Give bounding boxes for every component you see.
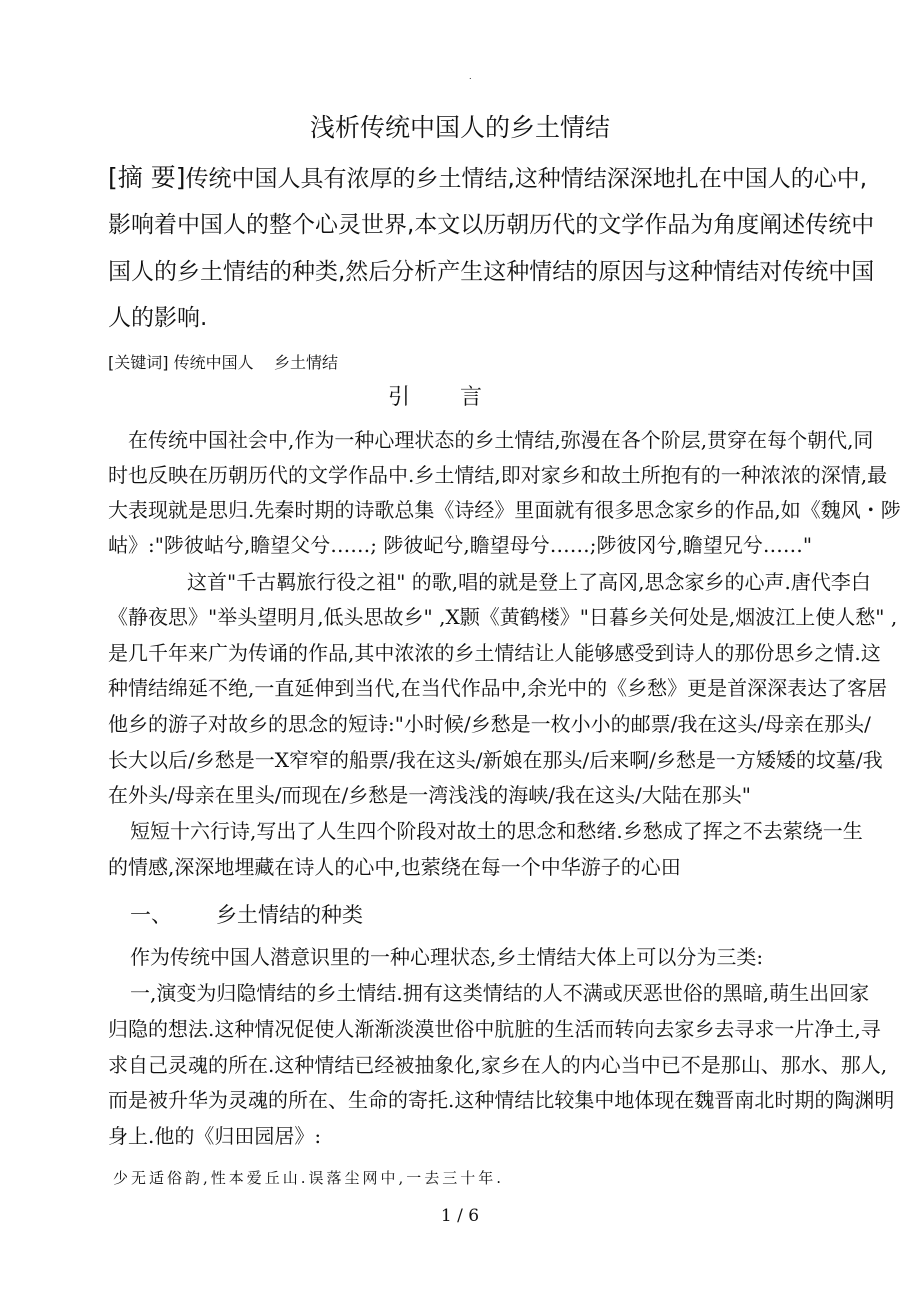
paragraph-line: 归隐的想法.这种情况促使人渐渐淡漠世俗中肮脏的生活而转向去家乡去寻求一片净土,寻 [108, 1017, 881, 1041]
abstract-line: 国人的乡土情结的种类,然后分析产生这种情结的原因与这种情结对传统中国 [108, 259, 875, 285]
poem-quote: 少无适俗韵,性本爱丘山.误落尘网中,一去三十年. [113, 1169, 505, 1187]
abstract-line [108, 163, 868, 194]
abstract-label: [摘 要] [108, 163, 186, 192]
paragraph-line: 岵》:"陟彼岵兮,瞻望父兮……; 陟彼屺兮,瞻望母兮……;陟彼冈兮,瞻望兄兮……" [108, 533, 813, 557]
section-title: 乡土情结的种类 [216, 903, 363, 927]
paragraph-line: 是几千年来广为传诵的作品,其中浓浓的乡土情结让人能够感受到诗人的那份思乡之情.这 [108, 641, 881, 665]
paragraph-line: 的情感,深深地埋藏在诗人的心中,也萦绕在每一个中华游子的心田 [108, 855, 681, 879]
paragraph-line: 大表现就是思归.先秦时期的诗歌总集《诗经》里面就有很多思念家乡的作品,如《魏风・陟 [108, 498, 901, 522]
paragraph-line: 长大以后/乡愁是一X窄窄的船票/我在这头/新娘在那头/后来啊/乡愁是一方矮矮的坟墓/我 [108, 748, 883, 772]
section-heading-intro: 引言 [387, 385, 532, 410]
keywords-value: 传统中国人 乡土情结 [173, 353, 338, 372]
header-mark: . [469, 72, 472, 81]
paragraph-line: 而是被升华为灵魂的所在、生命的寄托.这种情结比较集中地体现在魏晋南北时期的陶渊明 [108, 1088, 895, 1112]
paragraph-line: 种情结绵延不绝,一直延伸到当代,在当代作品中,余光中的《乡愁》更是首深深表达了客居 [108, 676, 888, 700]
abstract-line: 影响着中国人的整个心灵世界,本文以历朝历代的文学作品为角度阐述传统中 [108, 212, 875, 238]
paragraph-line: 短短十六行诗,写出了人生四个阶段对故土的思念和愁绪.乡愁成了挥之不去萦绕一生 [130, 819, 863, 843]
page-number: 1 / 6 [440, 1206, 480, 1226]
paragraph-line: 身上.他的《归田园居》: [108, 1124, 322, 1148]
paragraph-line: 时也反映在历朝历代的文学作品中.乡土情结,即对家乡和故土所抱有的一种浓浓的深情,最 [108, 463, 888, 487]
paragraph-line: 求自己灵魂的所在.这种情结已经被抽象化,家乡在人的内心当中已不是那山、那水、那人, [108, 1053, 888, 1077]
section-number: 一、 [130, 903, 172, 927]
section-heading-1 [130, 899, 407, 929]
paragraph-line: 作为传统中国人潜意识里的一种心理状态,乡土情结大体上可以分为三类: [130, 945, 764, 969]
abstract-line: 人的影响. [108, 305, 208, 331]
keywords-label: [关键词] [108, 353, 169, 372]
keywords [108, 350, 338, 373]
paragraph-line: 在外头/母亲在里头/而现在/乡愁是一湾浅浅的海峡/我在这头/大陆在那头" [108, 783, 751, 807]
paragraph-line: 在传统中国社会中,作为一种心理状态的乡土情结,弥漫在各个阶层,贯穿在每个朝代,同 [128, 428, 874, 452]
paragraph-line: 一,演变为归隐情结的乡土情结.拥有这类情结的人不满或厌恶世俗的黑暗,萌生出回家 [130, 981, 870, 1005]
paragraph-line: 他乡的游子对故乡的思念的短诗:"小时候/乡愁是一枚小小的邮票/我在这头/母亲在那头/ [108, 712, 871, 736]
document-title: 浅析传统中国人的乡土情结 [309, 113, 610, 142]
paragraph-line: 这首"千古羁旅行役之祖" 的歌,唱的就是登上了高冈,思念家乡的心声.唐代李白 [187, 570, 871, 594]
paragraph-line: 《静夜思》"举头望明月,低头思故乡" ,X颢《黄鹤楼》"日暮乡关何处是,烟波江上使人愁" , [108, 605, 898, 629]
abstract-text: 传统中国人具有浓厚的乡土情结,这种情结深深地扎在中国人的心中, [185, 166, 868, 192]
